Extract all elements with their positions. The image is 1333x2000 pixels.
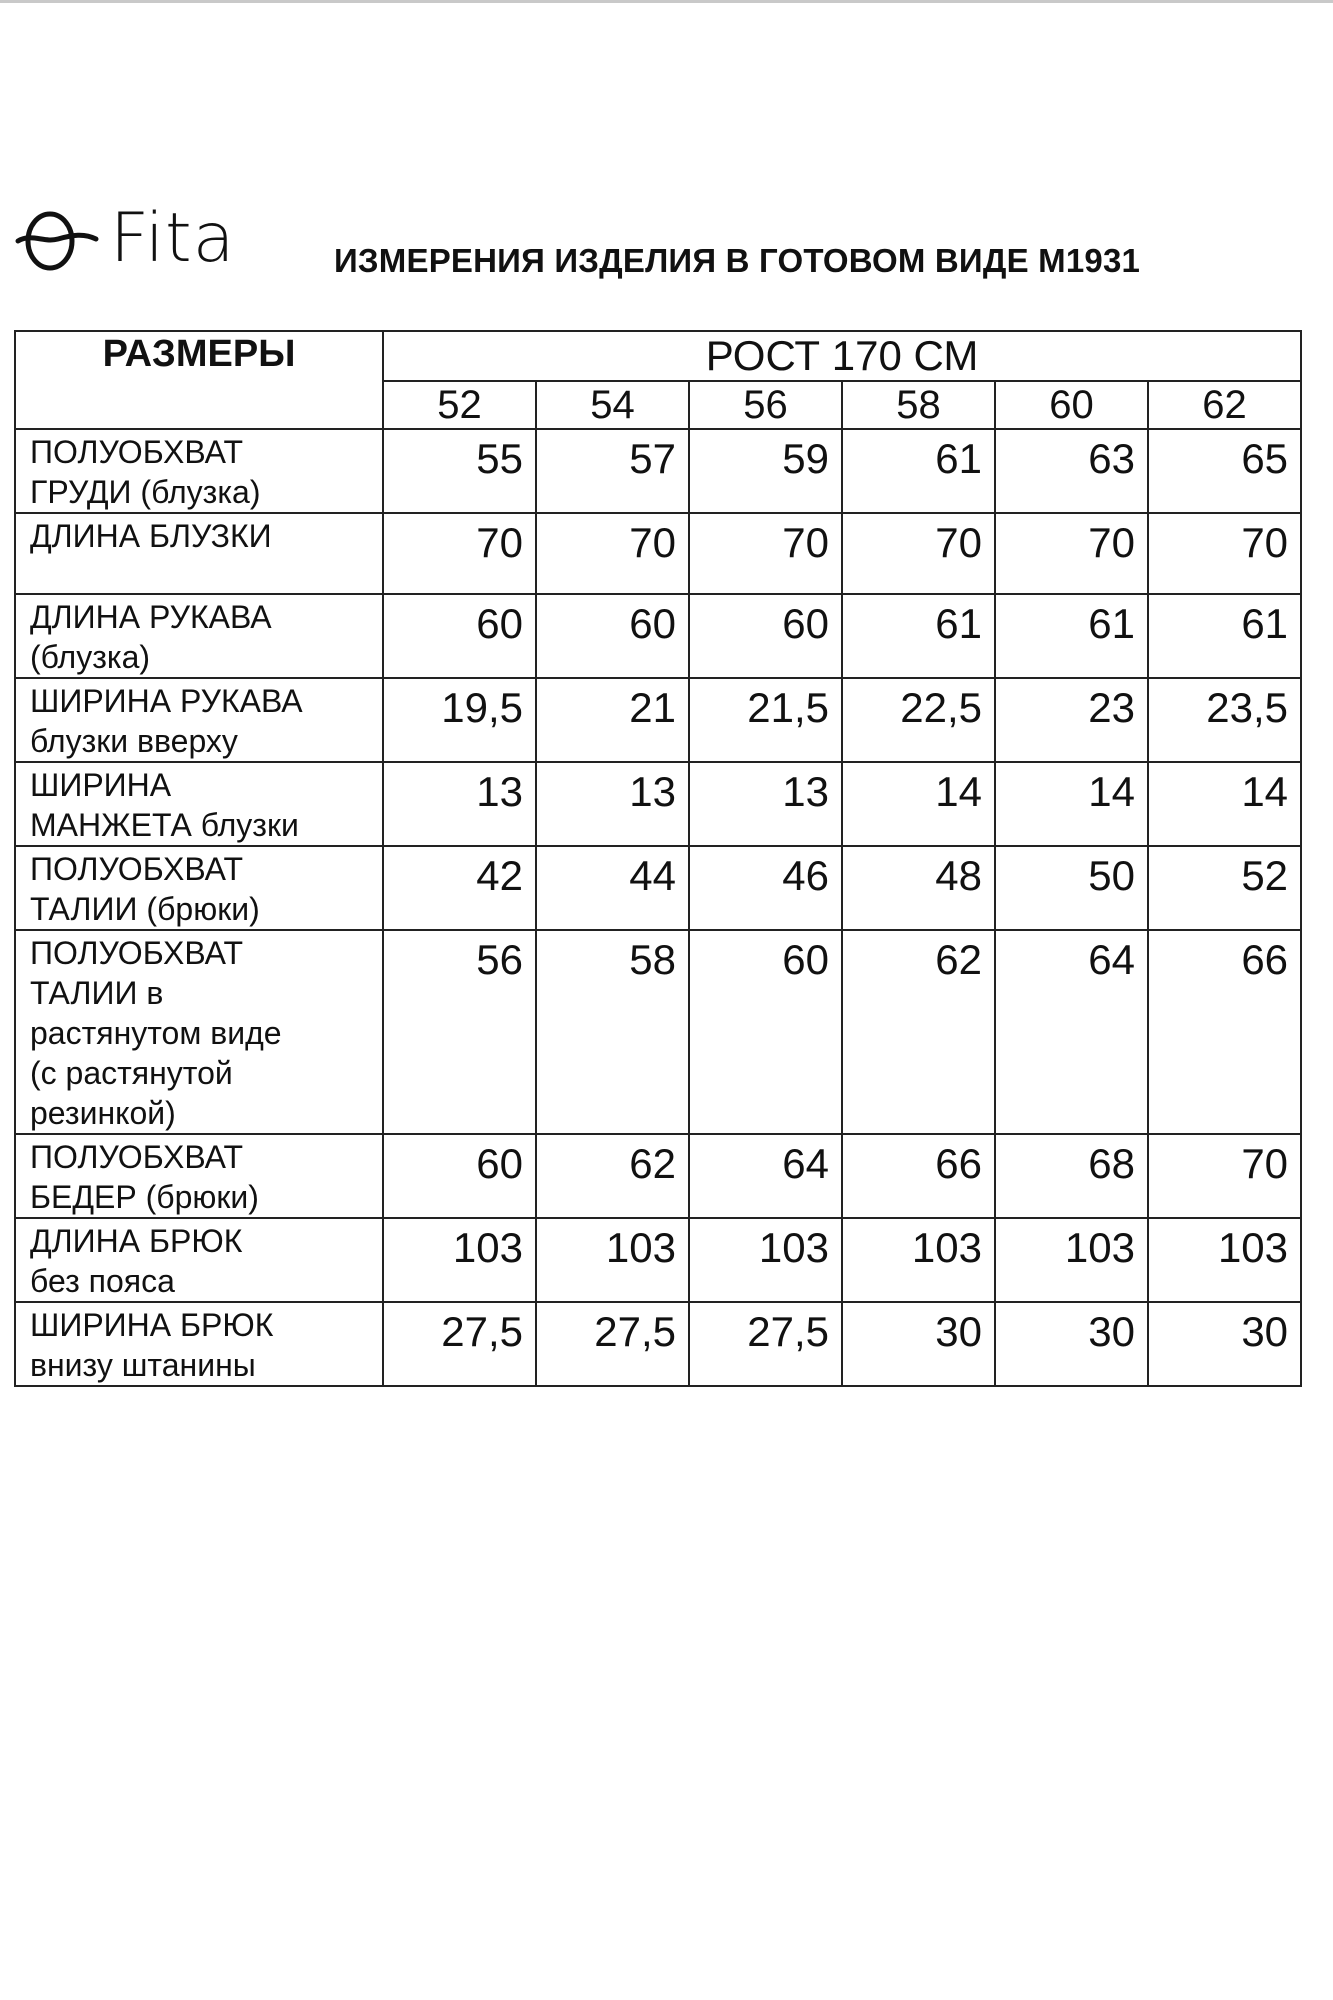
measurement-value: 66: [842, 1134, 995, 1218]
table-row: [15, 513, 1301, 594]
measurement-value: 103: [1148, 1218, 1301, 1302]
measurement-value: 70: [995, 513, 1148, 594]
measurement-value: 48: [842, 846, 995, 930]
measurement-value: 65: [1148, 429, 1301, 513]
measurement-value: 13: [536, 762, 689, 846]
measurement-value: 57: [536, 429, 689, 513]
table-row: [15, 678, 1301, 762]
header: [14, 195, 1314, 290]
measurement-value: 60: [383, 594, 536, 678]
measurement-value: 70: [536, 513, 689, 594]
measurement-value: 52: [1148, 846, 1301, 930]
table-row: [15, 1134, 1301, 1218]
measurement-value: 19,5: [383, 678, 536, 762]
measurement-value: 70: [689, 513, 842, 594]
measurement-value: 21: [536, 678, 689, 762]
size-header-cell: 52: [383, 381, 536, 429]
measurement-value: 22,5: [842, 678, 995, 762]
table-row: [15, 1218, 1301, 1302]
measurement-label-line: ТАЛИИ в: [30, 975, 164, 1011]
measurement-value: 44: [536, 846, 689, 930]
measurement-value: 27,5: [689, 1302, 842, 1386]
measurement-label: [15, 1134, 383, 1218]
measurement-label-line: ШИРИНА РУКАВА: [30, 683, 303, 719]
measurement-value: 30: [1148, 1302, 1301, 1386]
measurement-label-line: (с растянутой: [30, 1055, 233, 1091]
measurement-label: [15, 762, 383, 846]
size-header-cell: 56: [689, 381, 842, 429]
measurement-value: 27,5: [383, 1302, 536, 1386]
measurement-label-line: ШИРИНА: [30, 767, 172, 803]
measurement-label-line: ГРУДИ (блузка): [30, 474, 261, 510]
measurement-value: 30: [842, 1302, 995, 1386]
measurement-value: 70: [842, 513, 995, 594]
header-row-height: [15, 331, 1301, 381]
measurement-value: 64: [689, 1134, 842, 1218]
size-chart-table: [14, 330, 1302, 1387]
measurement-value: 30: [995, 1302, 1148, 1386]
measurement-label: [15, 429, 383, 513]
measurement-value: 62: [842, 930, 995, 1134]
measurement-value: 63: [995, 429, 1148, 513]
measurement-value: 61: [995, 594, 1148, 678]
measurement-value: 60: [689, 594, 842, 678]
measurement-value: 68: [995, 1134, 1148, 1218]
measurement-value: 103: [995, 1218, 1148, 1302]
measurement-value: 46: [689, 846, 842, 930]
measurement-label: [15, 678, 383, 762]
table-body: [15, 429, 1301, 1386]
measurement-value: 58: [536, 930, 689, 1134]
measurement-value: 13: [383, 762, 536, 846]
measurement-label-line: растянутом виде: [30, 1015, 282, 1051]
measurement-label-line: блузки вверху: [30, 723, 238, 759]
measurement-label-line: ПОЛУОБХВАТ: [30, 434, 243, 470]
table-row: [15, 930, 1301, 1134]
measurement-value: 66: [1148, 930, 1301, 1134]
table-row: [15, 429, 1301, 513]
measurement-label: [15, 930, 383, 1134]
measurement-value: 60: [689, 930, 842, 1134]
measurement-label: [15, 1218, 383, 1302]
table-row: [15, 1302, 1301, 1386]
measurement-label-line: МАНЖЕТА блузки: [30, 807, 299, 843]
measurement-label: [15, 513, 383, 594]
measurement-value: 55: [383, 429, 536, 513]
measurement-label-line: ДЛИНА БРЮК: [30, 1223, 243, 1259]
measurement-value: 64: [995, 930, 1148, 1134]
measurement-value: 62: [536, 1134, 689, 1218]
measurement-label-line: ДЛИНА БЛУЗКИ: [30, 518, 272, 554]
size-header-cell: 58: [842, 381, 995, 429]
measurement-label-line: ТАЛИИ (брюки): [30, 891, 260, 927]
measurement-value: 50: [995, 846, 1148, 930]
brand-logo: [14, 195, 244, 285]
measurement-value: 23: [995, 678, 1148, 762]
measurement-label-line: ПОЛУОБХВАТ: [30, 935, 243, 971]
measurement-value: 23,5: [1148, 678, 1301, 762]
table-row: [15, 762, 1301, 846]
measurement-value: 60: [383, 1134, 536, 1218]
measurement-label-line: (блузка): [30, 639, 151, 675]
measurement-value: 27,5: [536, 1302, 689, 1386]
measurement-value: 61: [1148, 594, 1301, 678]
measurement-label-line: без пояса: [30, 1263, 175, 1299]
size-header-cell: 62: [1148, 381, 1301, 429]
document-title: ИЗМЕРЕНИЯ ИЗДЕЛИЯ В ГОТОВОМ ВИДЕ М1931: [334, 242, 1141, 279]
measurement-label-line: ШИРИНА БРЮК: [30, 1307, 274, 1343]
fita-logo-icon: [14, 203, 100, 273]
measurement-label: [15, 1302, 383, 1386]
sizes-header: РАЗМЕРЫ: [15, 331, 383, 429]
measurement-value: 13: [689, 762, 842, 846]
measurement-label-line: ПОЛУОБХВАТ: [30, 1139, 243, 1175]
measurement-value: 70: [1148, 1134, 1301, 1218]
measurement-label: [15, 846, 383, 930]
measurement-value: 103: [383, 1218, 536, 1302]
measurement-value: 70: [1148, 513, 1301, 594]
height-header: РОСТ 170 СМ: [383, 331, 1301, 381]
measurement-label-line: резинкой): [30, 1095, 176, 1131]
measurement-label-line: ДЛИНА РУКАВА: [30, 599, 272, 635]
size-header-cell: 54: [536, 381, 689, 429]
measurement-value: 61: [842, 429, 995, 513]
measurement-value: 42: [383, 846, 536, 930]
measurement-value: 14: [1148, 762, 1301, 846]
measurement-value: 60: [536, 594, 689, 678]
measurement-value: 14: [842, 762, 995, 846]
table-row: [15, 594, 1301, 678]
measurement-value: 103: [689, 1218, 842, 1302]
measurement-label-line: БЕДЕР (брюки): [30, 1179, 259, 1215]
top-border: [0, 0, 1333, 3]
table-row: [15, 846, 1301, 930]
measurement-value: 14: [995, 762, 1148, 846]
measurement-label-line: внизу штанины: [30, 1347, 256, 1383]
measurement-value: 61: [842, 594, 995, 678]
measurement-value: 59: [689, 429, 842, 513]
measurement-label: [15, 594, 383, 678]
measurement-value: 21,5: [689, 678, 842, 762]
measurement-value: 56: [383, 930, 536, 1134]
measurement-value: 70: [383, 513, 536, 594]
size-header-cell: 60: [995, 381, 1148, 429]
measurement-value: 103: [842, 1218, 995, 1302]
measurement-value: 103: [536, 1218, 689, 1302]
measurement-label-line: ПОЛУОБХВАТ: [30, 851, 243, 887]
brand-name: Fita: [110, 199, 236, 278]
